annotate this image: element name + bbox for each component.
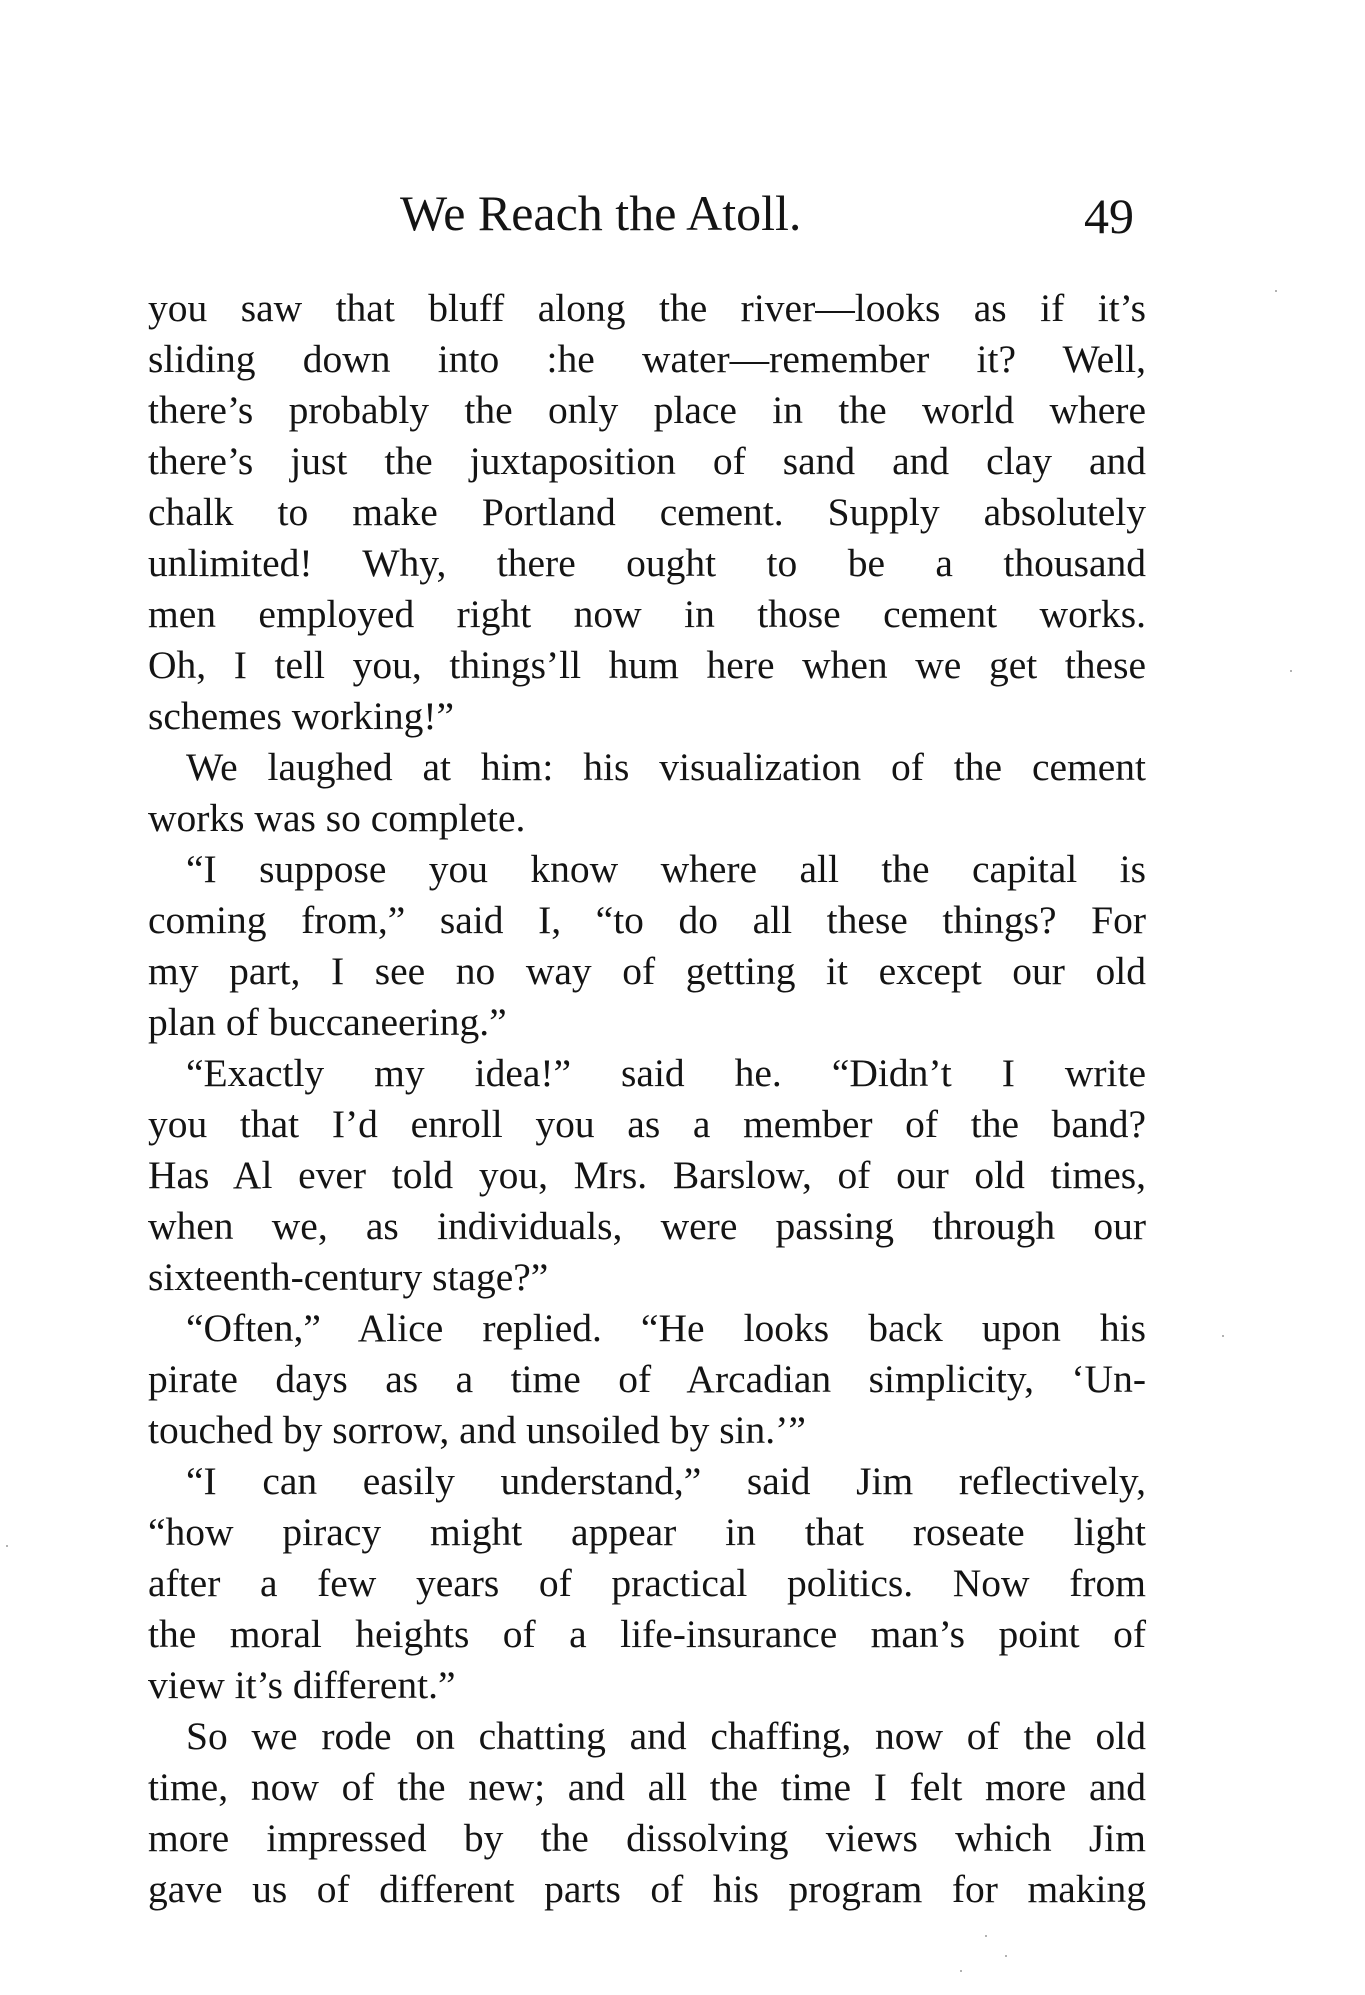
text-line: plan of buccaneering.”	[148, 1000, 507, 1044]
text-line: my part, I see no way of getting it except our old	[148, 949, 1146, 993]
text-line: there’s probably the only place in the world where	[148, 388, 1146, 432]
text-line: “Often,” Alice replied. “He looks back upon his	[186, 1306, 1146, 1350]
text-line: “how piracy might appear in that roseate light	[148, 1510, 1146, 1554]
text-line: sixteenth-century stage?”	[148, 1255, 549, 1299]
text-line: gave us of different parts of his program for making	[148, 1867, 1146, 1911]
print-speck	[6, 1545, 8, 1547]
print-speck	[1275, 290, 1277, 292]
text-line: men employed right now in those cement works.	[148, 592, 1146, 636]
text-line: you saw that bluff along the river—looks as if it’s	[148, 286, 1146, 330]
running-head	[148, 178, 1148, 248]
text-line: pirate days as a time of Arcadian simplicity, ‘Un-	[148, 1357, 1146, 1401]
text-line: “I can easily understand,” said Jim reflectively,	[186, 1459, 1146, 1503]
body-text	[148, 283, 1146, 1915]
text-line: Has Al ever told you, Mrs. Barslow, of our old times,	[148, 1153, 1146, 1197]
text-line: when we, as individuals, were passing through our	[148, 1204, 1146, 1248]
text-line: Oh, I tell you, things’ll hum here when we get these	[148, 643, 1146, 687]
text-line: coming from,” said I, “to do all these things? For	[148, 898, 1146, 942]
text-line: view it’s different.”	[148, 1663, 456, 1707]
text-line: you that I’d enroll you as a member of the band?	[148, 1102, 1146, 1146]
print-speck	[985, 1935, 987, 1937]
text-line: sliding down into :he water—remember it? Well,	[148, 337, 1146, 381]
running-title: We Reach the Atoll.	[400, 185, 802, 241]
text-line: schemes working!”	[148, 694, 455, 738]
text-line: time, now of the new; and all the time I felt more and	[148, 1765, 1146, 1809]
text-line: So we rode on chatting and chaffing, now of the old	[186, 1714, 1146, 1758]
text-line: chalk to make Portland cement. Supply absolutely	[148, 490, 1146, 534]
text-line: “I suppose you know where all the capital is	[186, 847, 1146, 891]
page-number: 49	[1084, 188, 1134, 244]
text-line: there’s just the juxtaposition of sand and clay and	[148, 439, 1146, 483]
print-speck	[1290, 670, 1292, 672]
print-speck	[1005, 1955, 1007, 1957]
text-line: We laughed at him: his visualization of the cement	[186, 745, 1146, 789]
text-line: unlimited! Why, there ought to be a thousand	[148, 541, 1146, 585]
text-line: works was so complete.	[148, 796, 526, 840]
text-line: “Exactly my idea!” said he. “Didn’t I write	[186, 1051, 1146, 1095]
text-line: the moral heights of a life-insurance man’s point of	[148, 1612, 1146, 1656]
print-speck	[960, 1970, 962, 1972]
text-line: touched by sorrow, and unsoiled by sin.’”	[148, 1408, 806, 1452]
text-line: after a few years of practical politics. Now from	[148, 1561, 1146, 1605]
print-speck	[1222, 1335, 1224, 1337]
text-line: more impressed by the dissolving views which Jim	[148, 1816, 1146, 1860]
